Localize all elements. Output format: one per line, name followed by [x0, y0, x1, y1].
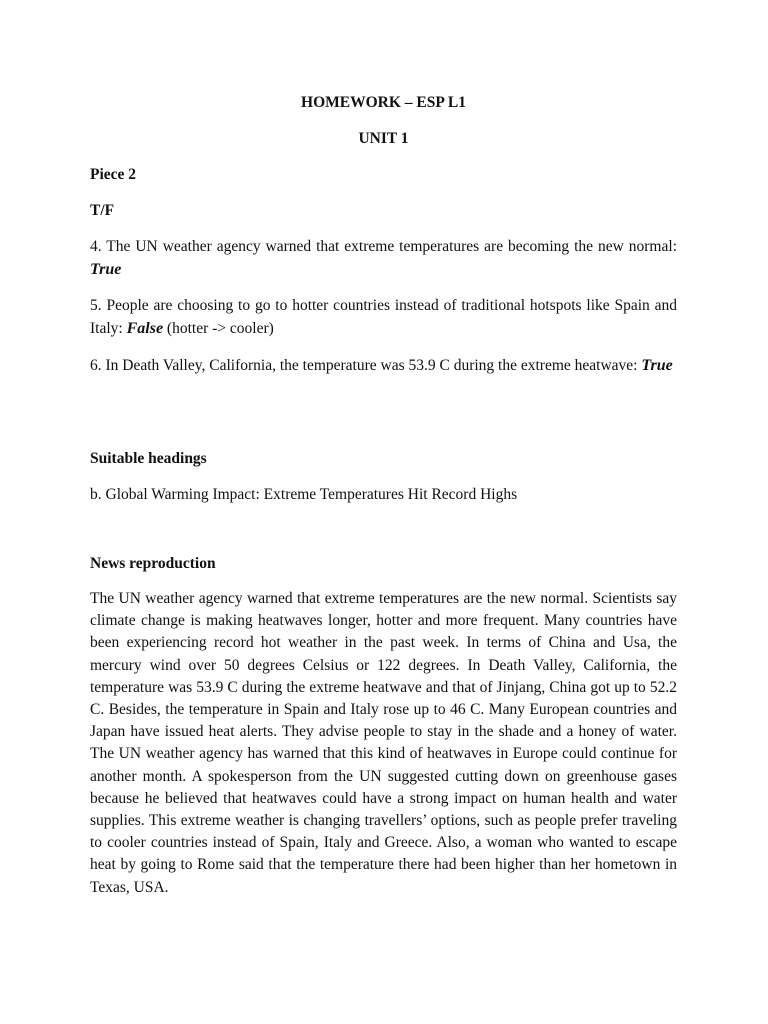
tf-note: (hotter -> cooler) — [163, 320, 274, 337]
tf-item-6 — [90, 354, 677, 377]
unit-title: UNIT 1 — [358, 130, 409, 147]
piece-heading: Piece 2 — [90, 166, 137, 183]
heading-answer: b. Global Warming Impact: Extreme Temperatures Hit Record Highs — [90, 486, 518, 503]
tf-statement: 4. The UN weather agency warned that extreme temperatures are becoming the new normal: — [90, 238, 677, 255]
tf-statement: 6. In Death Valley, California, the temperature was 53.9 C during the extreme heatwave: — [90, 357, 642, 374]
news-reproduction-text: The UN weather agency warned that extreme temperatures are the new normal. Scientists say climate change is making heatwaves longer, hotter and more frequent. Many countries have been experiencing record hot weather in the past week. In terms of China and Usa, the mercury wind over 50 degrees Celsius or 122 degrees. In Death Valley, California, the temperature was 53.9 C during the extreme heatwave and that of Jinjang, China got up to 52.2 C. Besides, the temperature in Spain and Italy rose up to 46 C. Many European countries and Japan have issued heat alerts. They advise people to stay in the shade and a honey of water. The UN weather agency has warned that this kind of heatwaves in Europe could continue for another month. A spokesperson from the UN suggested cutting down on greenhouse gases because he believed that heatwaves could have a strong impact on human health and water supplies. This extreme weather is changing travellers’ options, such as people prefer traveling to cooler countries instead of Spain, Italy and Greece. Also, a woman who wanted to escape heat by going to Rome said that the temperature there had been higher than her hometown in Texas, USA. — [90, 590, 677, 896]
news-section-title: News reproduction — [90, 555, 216, 572]
headings-section-title: Suitable headings — [90, 450, 207, 467]
tf-statement: 5. People are choosing to go to hotter countries instead of traditional hotspots like Spain and Italy: — [90, 297, 677, 337]
tf-heading: T/F — [90, 202, 115, 219]
tf-item-5 — [90, 294, 677, 340]
tf-answer: True — [641, 357, 673, 374]
tf-answer: False — [126, 320, 164, 337]
tf-answer: True — [90, 261, 122, 278]
tf-item-4 — [90, 235, 677, 281]
document-title: HOMEWORK – ESP L1 — [301, 94, 466, 111]
